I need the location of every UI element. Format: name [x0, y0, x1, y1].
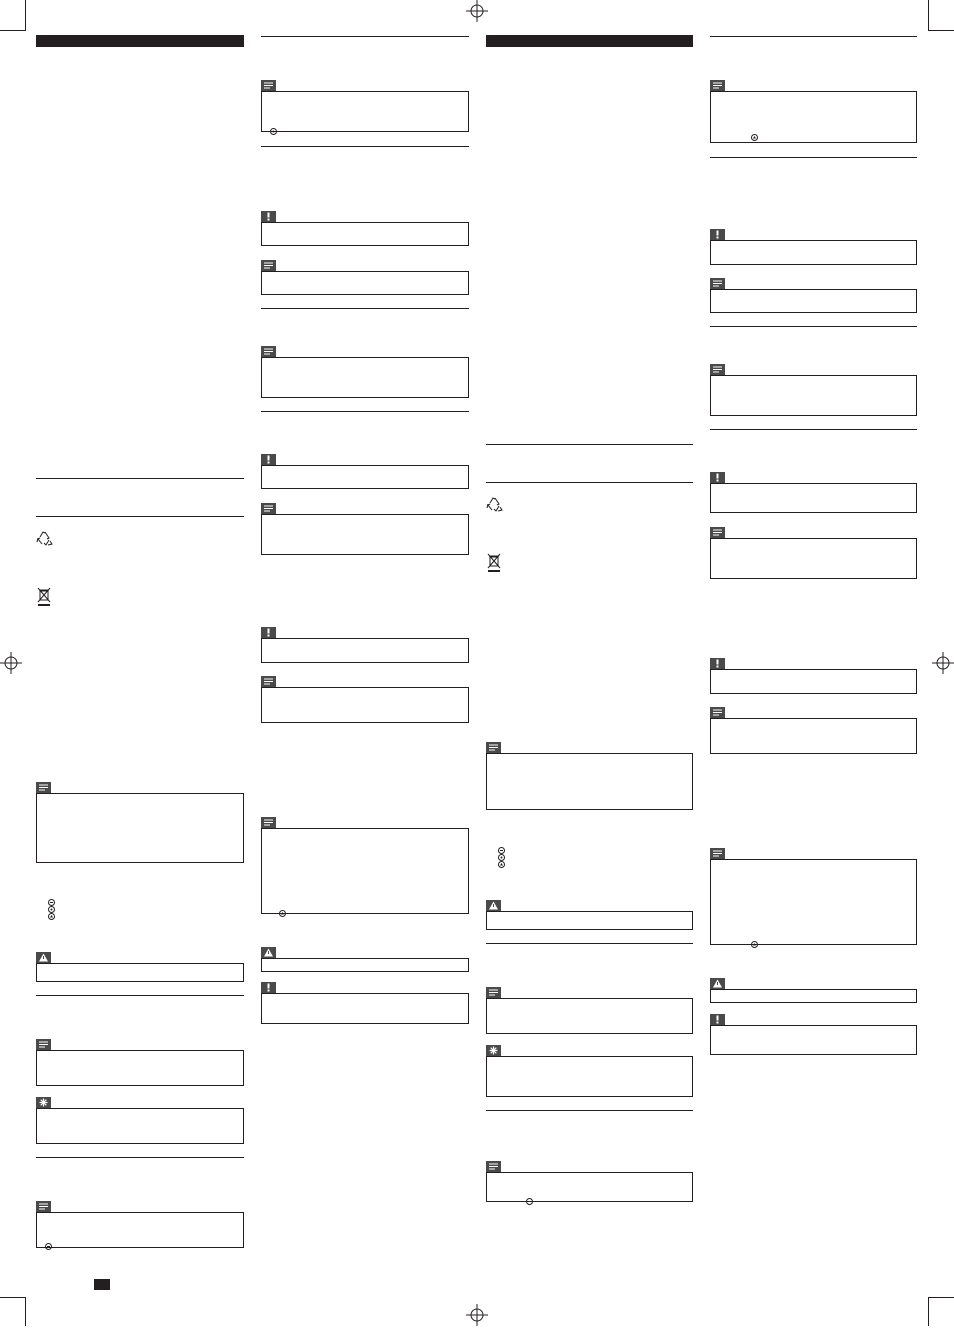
- section-divider: [261, 146, 469, 147]
- note-box: [261, 828, 469, 914]
- round-button-icon: [279, 904, 286, 911]
- section-title-bar: [36, 35, 244, 47]
- page-number-tab: [94, 1279, 110, 1290]
- round-button-icon: [751, 935, 758, 942]
- tip-box: [486, 1056, 693, 1097]
- section-divider: [710, 36, 917, 37]
- crop-mark: [0, 1297, 26, 1298]
- note-box: [261, 687, 469, 723]
- note-icon: [486, 1161, 501, 1172]
- registration-mark-icon: [932, 652, 954, 674]
- caution-box: [261, 993, 469, 1024]
- note-icon: [261, 260, 276, 271]
- note-box: [710, 859, 917, 945]
- warning-icon: [710, 978, 725, 989]
- crop-mark: [928, 1297, 929, 1326]
- crop-mark: [25, 1297, 26, 1326]
- note-box: [261, 357, 469, 398]
- section-divider: [36, 516, 244, 517]
- section-divider: [486, 482, 693, 483]
- section-divider: [710, 157, 917, 158]
- note-box: [261, 514, 469, 555]
- note-icon: [486, 742, 501, 753]
- note-icon: [710, 364, 725, 375]
- section-divider: [36, 995, 244, 996]
- warning-box: [36, 963, 244, 982]
- note-icon: [261, 503, 276, 514]
- tip-icon: [486, 1045, 501, 1056]
- round-button-icon: [270, 122, 277, 129]
- tip-box: [36, 1108, 244, 1144]
- section-divider: [36, 1157, 244, 1158]
- note-icon: [710, 278, 725, 289]
- section-divider: [486, 444, 693, 445]
- section-divider: [261, 308, 469, 309]
- crossed-out-bin-icon: [487, 553, 501, 573]
- round-button-icon: [498, 841, 505, 848]
- caution-icon: [710, 472, 725, 483]
- note-box: [710, 289, 917, 313]
- note-icon: [710, 527, 725, 538]
- crop-mark: [928, 0, 929, 31]
- section-divider: [710, 429, 917, 430]
- caution-box: [261, 222, 469, 246]
- round-button-icon: [498, 848, 505, 855]
- registration-mark-icon: [0, 652, 22, 674]
- section-divider: [486, 943, 693, 944]
- section-title-bar: [486, 35, 693, 47]
- note-box: [710, 91, 917, 143]
- note-box: [36, 1050, 244, 1086]
- note-box: [36, 1212, 244, 1248]
- note-box: [261, 271, 469, 295]
- note-icon: [36, 1039, 51, 1050]
- caution-icon: [261, 454, 276, 465]
- note-icon: [710, 848, 725, 859]
- warning-icon: [36, 952, 51, 963]
- caution-icon: [710, 1014, 725, 1025]
- caution-icon: [710, 658, 725, 669]
- crop-mark: [0, 30, 26, 31]
- note-icon: [710, 80, 725, 91]
- caution-box: [710, 669, 917, 694]
- warning-box: [486, 911, 693, 930]
- warning-box: [710, 989, 917, 1003]
- registration-mark-icon: [466, 0, 488, 22]
- crop-mark: [25, 0, 26, 31]
- note-icon: [710, 707, 725, 718]
- round-button-icon: [48, 907, 55, 914]
- section-divider: [486, 1110, 693, 1111]
- note-icon: [486, 987, 501, 998]
- note-icon: [261, 346, 276, 357]
- caution-icon: [261, 627, 276, 638]
- note-box: [710, 375, 917, 416]
- round-button-icon: [751, 128, 758, 135]
- section-divider: [710, 326, 917, 327]
- round-button-icon: [498, 855, 505, 862]
- recycle-icon: [486, 496, 504, 513]
- crop-mark: [928, 30, 954, 31]
- round-button-icon: [45, 1237, 52, 1244]
- crop-mark: [928, 1297, 954, 1298]
- note-icon: [261, 817, 276, 828]
- caution-box: [261, 465, 469, 489]
- caution-box: [710, 483, 917, 513]
- section-divider: [261, 36, 469, 37]
- round-button-icon: [48, 893, 55, 900]
- caution-box: [710, 1025, 917, 1055]
- registration-mark-icon: [466, 1304, 488, 1326]
- note-box: [710, 538, 917, 579]
- note-box: [36, 793, 244, 863]
- warning-icon: [486, 900, 501, 911]
- note-icon: [261, 80, 276, 91]
- tip-icon: [36, 1097, 51, 1108]
- caution-icon: [261, 982, 276, 993]
- note-box: [486, 1172, 693, 1202]
- note-box: [486, 753, 693, 810]
- caution-box: [261, 638, 469, 663]
- warning-box: [261, 958, 469, 972]
- caution-icon: [261, 211, 276, 222]
- crossed-out-bin-icon: [37, 587, 51, 607]
- note-icon: [261, 676, 276, 687]
- section-divider: [261, 411, 469, 412]
- note-box: [486, 998, 693, 1034]
- caution-icon: [710, 229, 725, 240]
- note-box: [710, 718, 917, 754]
- recycle-icon: [36, 530, 54, 547]
- round-button-icon: [48, 900, 55, 907]
- warning-icon: [261, 947, 276, 958]
- note-icon: [36, 782, 51, 793]
- note-icon: [36, 1201, 51, 1212]
- round-button-icon: [526, 1192, 533, 1199]
- note-box: [261, 91, 469, 132]
- caution-box: [710, 240, 917, 265]
- section-divider: [36, 478, 244, 479]
